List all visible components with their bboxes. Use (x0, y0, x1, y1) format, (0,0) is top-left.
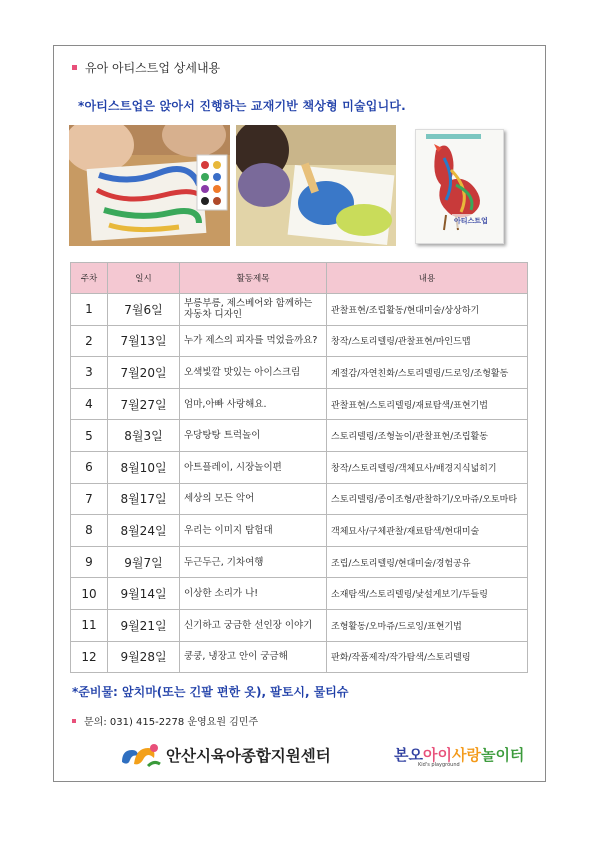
content-cell: 판화/작품제작/작가탐색/스토리텔링 (327, 641, 528, 673)
content-cell: 조립/스토리텔링/현대미술/경험공유 (327, 546, 528, 578)
week-cell: 1 (71, 294, 108, 326)
footer-logo (118, 738, 525, 772)
table-row (71, 609, 528, 641)
date-cell: 8월10일 (108, 451, 180, 483)
photo-children-painting (69, 125, 230, 246)
date-cell: 7월6일 (108, 294, 180, 326)
brand-subtitle: Kid's playground (418, 762, 460, 768)
date-cell: 9월21일 (108, 609, 180, 641)
title-cell: 이상한 소리가 나! (180, 578, 327, 610)
center-name: 안산시육아종합지원센터 (166, 747, 331, 765)
contact-text: 문의: 031) 415-2278 운영요원 김민주 (84, 717, 259, 728)
date-cell: 8월17일 (108, 483, 180, 515)
schedule-table (70, 262, 528, 673)
content-cell: 관찰표현/스토리텔링/재료탐색/표현기법 (327, 388, 528, 420)
week-cell: 9 (71, 546, 108, 578)
title-cell: 우당탕탕 트럭놀이 (180, 420, 327, 452)
section-heading (72, 59, 220, 76)
bullet-icon (72, 65, 77, 70)
content-cell: 계절감/자연친화/스토리텔링/드로잉/조형활동 (327, 357, 528, 389)
rooster-illustration (416, 130, 504, 244)
header-content: 내용 (327, 263, 528, 294)
week-cell: 10 (71, 578, 108, 610)
title-cell: 세상의 모든 악어 (180, 483, 327, 515)
heading-text: 유아 아티스트업 상세내용 (85, 61, 221, 75)
table-row (71, 546, 528, 578)
table-header-row (71, 263, 528, 294)
date-cell: 8월3일 (108, 420, 180, 452)
week-cell: 7 (71, 483, 108, 515)
content-cell: 스토리텔링/종이조형/관찰하기/오마쥬/오토마타 (327, 483, 528, 515)
week-cell: 6 (71, 451, 108, 483)
title-cell: 쿵쿵, 냉장고 안이 궁금해 (180, 641, 327, 673)
content-cell: 창작/스토리텔링/객체묘사/배경지식넓히기 (327, 451, 528, 483)
date-cell: 8월24일 (108, 515, 180, 547)
table-row (71, 325, 528, 357)
book-title: 아티스트업 (454, 217, 488, 225)
table-row (71, 388, 528, 420)
table-row (71, 420, 528, 452)
content-cell: 창작/스토리텔링/관찰표현/마인드맵 (327, 325, 528, 357)
title-cell: 우리는 이미지 탐험대 (180, 515, 327, 547)
week-cell: 12 (71, 641, 108, 673)
header-week: 주차 (71, 263, 108, 294)
week-cell: 3 (71, 357, 108, 389)
brand-part-2: 아이 (422, 746, 452, 764)
date-cell: 9월7일 (108, 546, 180, 578)
table-row (71, 451, 528, 483)
photo-child-drawing (236, 125, 396, 246)
table-row (71, 483, 528, 515)
content-cell: 소재탐색/스토리텔링/낯설게보기/두들링 (327, 578, 528, 610)
header-date: 일시 (108, 263, 180, 294)
title-cell: 두근두근, 기차여행 (180, 546, 327, 578)
content-cell: 객체묘사/구체관찰/재료탐색/현대미술 (327, 515, 528, 547)
materials-note: *준비물: 앞치마(또는 긴팔 편한 옷), 팔토시, 물티슈 (72, 685, 349, 699)
date-cell: 9월28일 (108, 641, 180, 673)
brand-part-4: 놀이터 (480, 746, 525, 764)
content-cell: 관찰표현/조립활동/현대미술/상상하기 (327, 294, 528, 326)
header-title: 활동제목 (180, 263, 327, 294)
title-cell: 누가 제스의 피자를 먹었을까요? (180, 325, 327, 357)
week-cell: 11 (71, 609, 108, 641)
date-cell: 7월27일 (108, 388, 180, 420)
table-row (71, 578, 528, 610)
week-cell: 2 (71, 325, 108, 357)
drawing-illustration (236, 125, 396, 246)
painting-illustration (69, 125, 230, 246)
table-row (71, 641, 528, 673)
week-cell: 4 (71, 388, 108, 420)
date-cell: 7월20일 (108, 357, 180, 389)
table-row (71, 357, 528, 389)
table-row (71, 515, 528, 547)
title-cell: 부릉부릉, 제스베어와 함께하는 자동차 디자인 (180, 294, 327, 326)
content-cell: 조형활동/오마쥬/드로잉/표현기법 (327, 609, 528, 641)
date-cell: 7월13일 (108, 325, 180, 357)
contact-info (72, 713, 258, 728)
subtitle: *아티스트업은 앉아서 진행하는 교재기반 책상형 미술입니다. (78, 99, 406, 113)
week-cell: 5 (71, 420, 108, 452)
date-cell: 9월14일 (108, 578, 180, 610)
content-cell: 스토리텔링/조형놀이/관찰표현/조립활동 (327, 420, 528, 452)
title-cell: 아트플레이, 시장놀이편 (180, 451, 327, 483)
bullet-icon (72, 719, 76, 723)
brand-part-3: 사랑 (451, 746, 481, 764)
center-logo-icon (118, 740, 162, 770)
brand-part-1: 본오 (394, 746, 423, 764)
week-cell: 8 (71, 515, 108, 547)
table-row (71, 294, 528, 326)
title-cell: 오색빛깔 맛있는 아이스크림 (180, 357, 327, 389)
title-cell: 엄마,아빠 사랑해요. (180, 388, 327, 420)
book-cover (415, 129, 504, 244)
title-cell: 신기하고 궁금한 선인장 이야기 (180, 609, 327, 641)
